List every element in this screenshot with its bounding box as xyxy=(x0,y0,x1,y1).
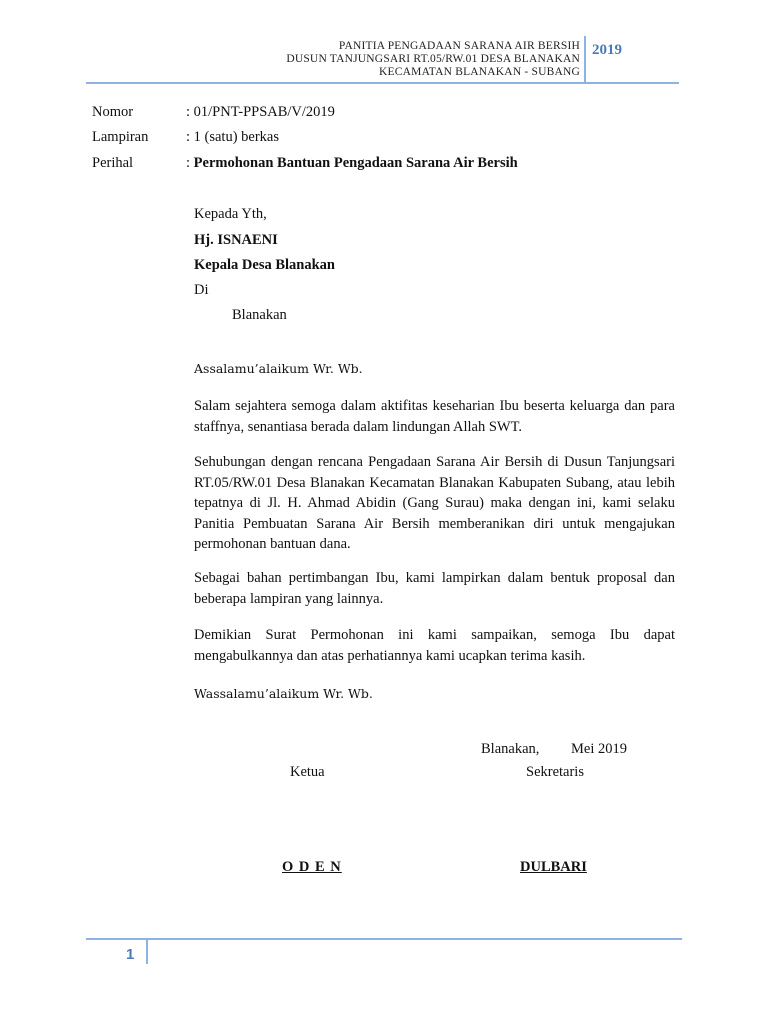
recipient-name: Hj. ISNAENI xyxy=(194,232,278,248)
right-signatory-name: DULBARI xyxy=(520,859,587,875)
signature-place: Blanakan, xyxy=(481,741,540,757)
footer-divider xyxy=(146,940,148,964)
lampiran-value: : 1 (satu) berkas xyxy=(186,129,280,145)
paragraph-3: Sebagai bahan pertimbangan Ibu, kami lampirkan dalam bentuk proposal dan beberapa lampiran yang lainnya. xyxy=(194,570,675,607)
nomor-value: : 01/PNT-PPSAB/V/2019 xyxy=(186,104,335,120)
perihal-colon: : xyxy=(186,155,194,171)
letterhead xyxy=(160,40,580,79)
footer-rule xyxy=(86,938,682,940)
letterhead-line-1: PANITIA PENGADAAN SARANA AIR BERSIH xyxy=(338,40,580,52)
closing-salutation: Wassalamu’alaikum Wr. Wb. xyxy=(194,686,373,701)
lampiran-label: Lampiran xyxy=(92,129,149,145)
perihal-field xyxy=(186,155,518,172)
perihal-value: Permohonan Bantuan Pengadaan Sarana Air Bersih xyxy=(193,155,518,171)
paragraph-1: Salam sejahtera semoga dalam aktifitas keseharian Ibu beserta keluarga dan para staffnya, senantiasa berada dalam lindungan Allah SWT. xyxy=(194,398,675,435)
paragraph-4: Demikian Surat Permohonan ini kami sampaikan, semoga Ibu dapat mengabulkannya dan atas perhatiannya kami ucapkan terima kasih. xyxy=(194,627,675,664)
letterhead-line-3: KECAMATAN BLANAKAN - SUBANG xyxy=(379,66,580,78)
header-divider xyxy=(584,36,586,82)
recipient-title: Kepala Desa Blanakan xyxy=(194,257,335,273)
opening-salutation: Assalamu’alaikum Wr. Wb. xyxy=(194,361,363,376)
recipient-greeting: Kepada Yth, xyxy=(194,206,267,222)
recipient-di: Di xyxy=(194,282,209,298)
paragraph-2: Sehubungan dengan rencana Pengadaan Sarana Air Bersih di Dusun Tanjungsari RT.05/RW.01 Desa Blanakan Kecamatan Blanakan Kabupaten Subang, atau lebih tepatnya di Jl. H. Ahmad Abidin (Gang Surau) maka dengan ini, kami selaku Panitia Pembuatan Sarana Air Bersih memberanikan diri untuk mengajukan permohonan bantuan dana. xyxy=(194,454,675,552)
header-year: 2019 xyxy=(592,42,622,58)
perihal-label: Perihal xyxy=(92,155,134,171)
right-signatory-role: Sekretaris xyxy=(526,764,584,780)
header-rule xyxy=(86,82,679,84)
left-signatory-name: O D E N xyxy=(282,859,342,875)
recipient-place: Blanakan xyxy=(232,307,287,323)
signature-date: Mei 2019 xyxy=(571,741,627,757)
page-number: 1 xyxy=(126,946,135,963)
nomor-label: Nomor xyxy=(92,104,134,120)
letterhead-line-2: DUSUN TANJUNGSARI RT.05/RW.01 DESA BLANAKAN xyxy=(286,53,580,65)
left-signatory-role: Ketua xyxy=(290,764,325,780)
